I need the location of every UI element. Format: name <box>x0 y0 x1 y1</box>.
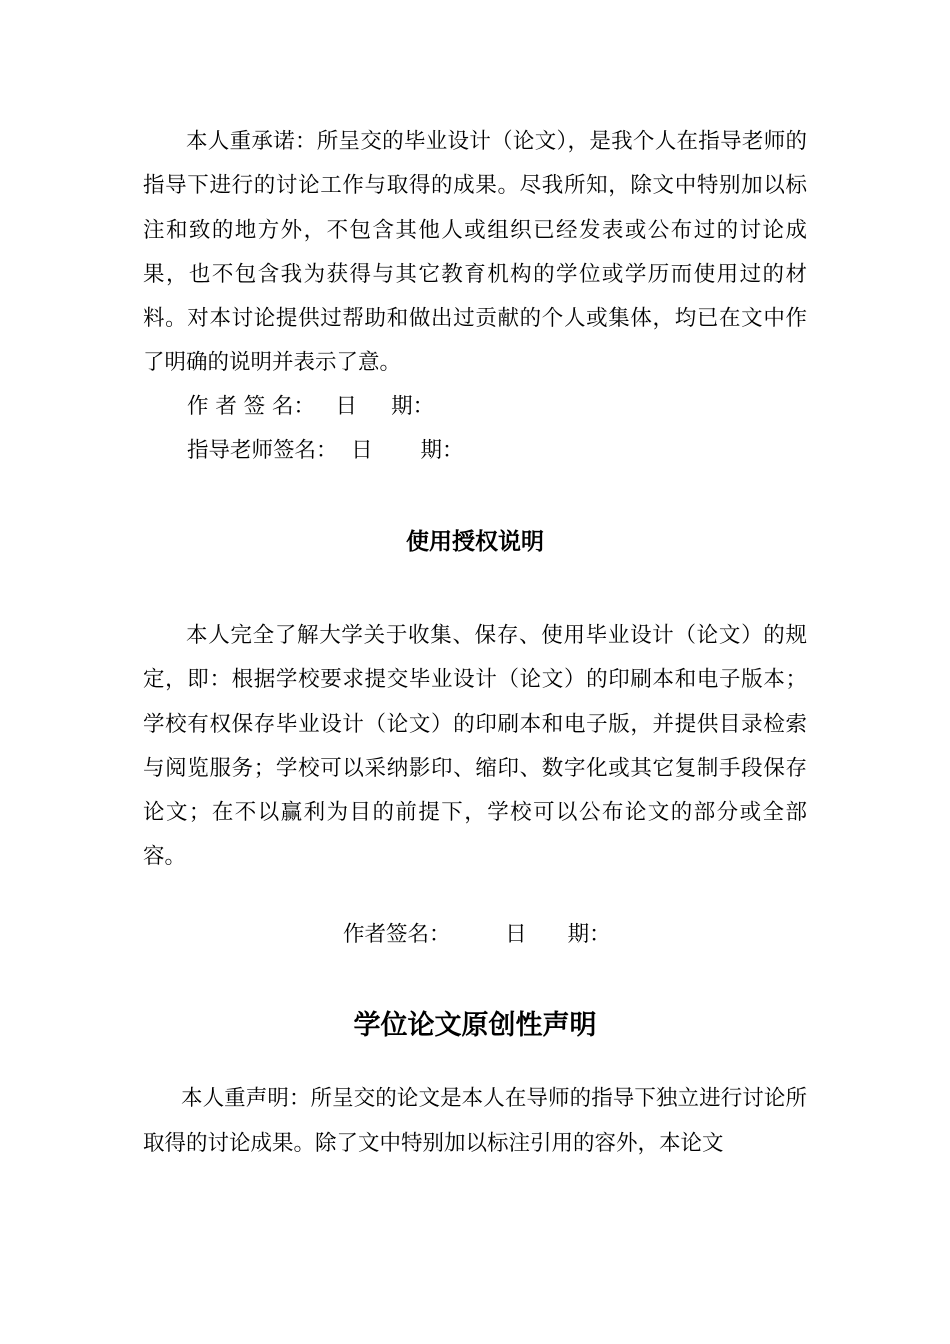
authorization-title: 使用授权说明 <box>406 529 544 555</box>
originality-title: 学位论文原创性声明 <box>353 1010 597 1041</box>
authorization-paragraph: 本人完全了解大学关于收集、保存、使用毕业设计（论文）的规定，即：根据学校要求提交毕业设计（论文）的印刷本和电子版本；学校有权保存毕业设计（论文）的印刷本和电子版，并提供目录检索与阅览服务；学校可以采纳影印、缩印、数字化或其它复制手段保存论文；在不以赢利为目的前提下，学校可以公布论文的部分或全部容。 <box>143 623 807 870</box>
declaration-paragraph: 本人重承诺：所呈交的毕业设计（论文），是我个人在指导老师的指导下进行的讨论工作与取得的成果。尽我所知，除文中特别加以标注和致的地方外，不包含其他人或组织已经发表或公布过的讨论成果，也不包含我为获得与其它教育机构的学位或学历而使用过的材料。对本讨论提供过帮助和做出过贡献的个人或集体，均已在文中作了明确的说明并表示了意。 <box>143 129 807 376</box>
advisor-signature-line: 指导老师签名： 日 期： <box>187 438 464 463</box>
originality-paragraph: 本人重声明：所呈交的论文是本人在导师的指导下独立进行讨论所取得的讨论成果。除了文中特别加以标注引用的容外，本论文 <box>143 1086 807 1156</box>
author-signature-line: 作 者 签 名： 日 期： <box>187 394 435 419</box>
authorization-signature-line: 作者签名： 日 期： <box>343 922 611 947</box>
